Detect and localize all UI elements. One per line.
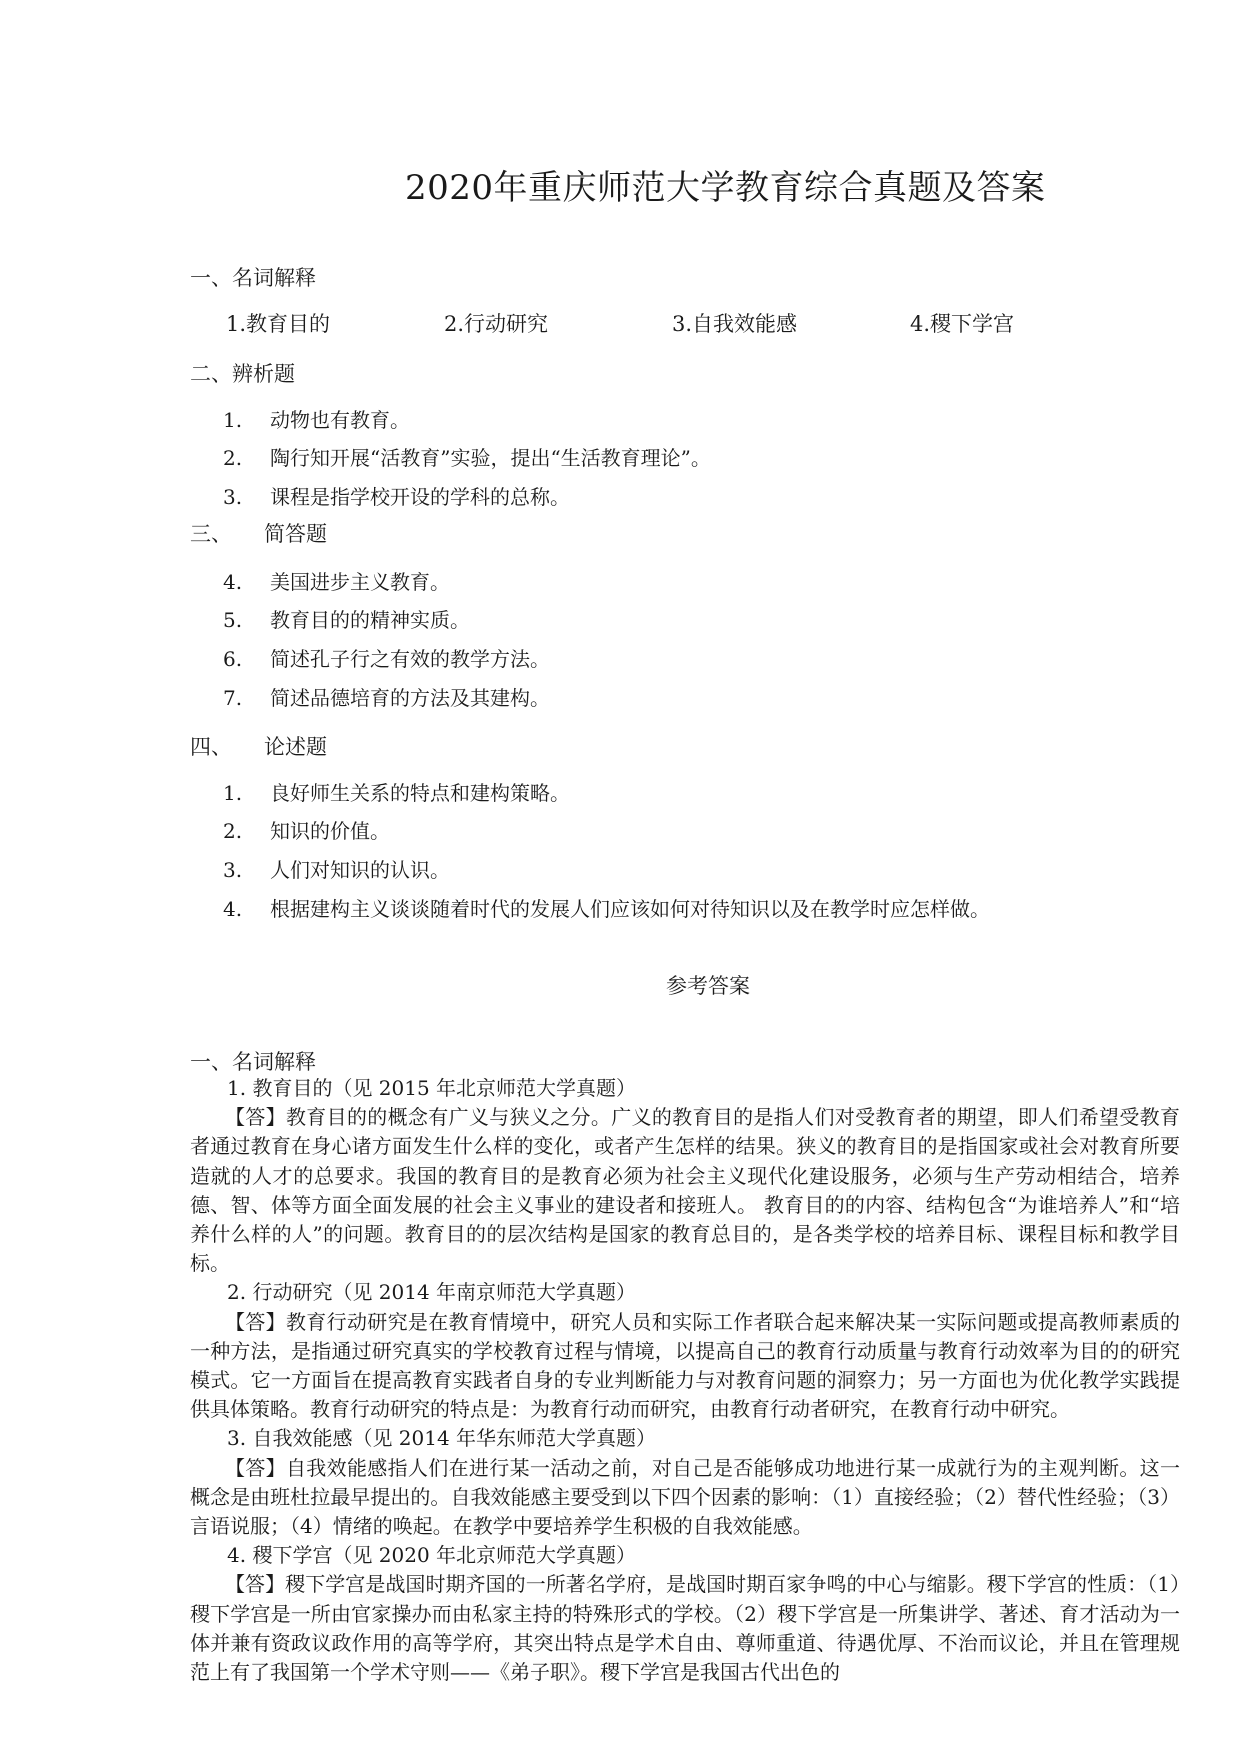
answers-title: 参考答案: [666, 974, 750, 998]
question-item: 3. 课程是指学校开设的学科的总称。: [223, 485, 570, 509]
question-item: 6. 简述孔子行之有效的教学方法。: [223, 647, 550, 671]
section-heading-analysis: 二、辨析题: [190, 362, 295, 386]
question-item: 4. 美国进步主义教育。: [223, 570, 450, 594]
question-item: 2. 陶行知开展“活教育”实验，提出“生活教育理论”。: [223, 446, 711, 470]
question-item: 3. 人们对知识的认识。: [223, 858, 450, 882]
term-item: 4.稷下学宫: [910, 312, 1015, 336]
answer-body: 【答】教育行动研究是在教育情境中，研究人员和实际工作者联合起来解决某一实际问题或提高教师素质的一种方法，是指通过研究真实的学校教育过程与情境，以提高自己的教育行动质量与教育行动效率为目的的研究模式。它一方面旨在提高教育实践者自身的专业判断能力与对教育问题的洞察力；另一方面也为优化教学实践提供具体策略。教育行动研究的特点是：为教育行动而研究，由教育行动者研究，在教育行动中研究。: [190, 1309, 1180, 1422]
answer-heading: 2. 行动研究（见 2014 年南京师范大学真题）: [227, 1280, 637, 1305]
answer-body: 【答】稷下学宫是战国时期齐国的一所著名学府，是战国时期百家争鸣的中心与缩影。稷下学宫的性质：（1）稷下学宫是一所由官家操办而由私家主持的特殊形式的学校。（2）稷下学宫是一所集讲学、著述、育才活动为一体并兼有资政议政作用的高等学府，其突出特点是学术自由、尊师重道、待遇优厚、不治而议论，并且在管理规范上有了我国第一个学术守则——《弟子职》。稷下学宫是我国古代出色的: [190, 1572, 1180, 1685]
section-heading-terms: 一、名词解释: [190, 266, 316, 290]
answer-heading: 4. 稷下学宫（见 2020 年北京师范大学真题）: [227, 1543, 637, 1568]
question-item: 4. 根据建构主义谈谈随着时代的发展人们应该如何对待知识以及在教学时应怎样做。: [223, 897, 990, 921]
question-item: 1. 良好师生关系的特点和建构策略。: [223, 781, 570, 805]
answer-body: 【答】自我效能感指人们在进行某一活动之前，对自己是否能够成功地进行某一成就行为的主观判断。这一概念是由班杜拉最早提出的。自我效能感主要受到以下四个因素的影响：（1）直接经验；（2）替代性经验；（3）言语说服；（4）情绪的唤起。在教学中要培养学生积极的自我效能感。: [190, 1455, 1180, 1539]
term-item: 2.行动研究: [444, 312, 549, 336]
page-title: 2020年重庆师范大学教育综合真题及答案: [405, 168, 1046, 208]
term-item: 3.自我效能感: [672, 312, 798, 336]
answer-heading: 3. 自我效能感（见 2014 年华东师范大学真题）: [227, 1426, 657, 1451]
section-heading-essay: 四、 论述题: [190, 735, 327, 759]
answer-list: [190, 1074, 1180, 1687]
question-item: 2. 知识的价值。: [223, 819, 390, 843]
question-item: 5. 教育目的的精神实质。: [223, 608, 470, 632]
term-item: 1.教育目的: [226, 312, 331, 336]
answers-section-heading: 一、名词解释: [190, 1050, 316, 1074]
answer-body: 【答】教育目的的概念有广义与狭义之分。广义的教育目的是指人们对受教育者的期望，即人们希望受教育者通过教育在身心诸方面发生什么样的变化，或者产生怎样的结果。狭义的教育目的是指国家或社会对教育所要造就的人才的总要求。我国的教育目的是教育必须为社会主义现代化建设服务，必须与生产劳动相结合，培养德、智、体等方面全面发展的社会主义事业的建设者和接班人。 教育目的的内容、结构包含“为谁培养人”和“培养什么样的人”的问题。教育目的的层次结构是国家的教育总目的，是各类学校的培养目标、课程目标和教学目标。: [190, 1105, 1180, 1276]
section-heading-short-answer: 三、 简答题: [190, 522, 327, 546]
question-item: 1. 动物也有教育。: [223, 408, 410, 432]
answer-heading: 1. 教育目的（见 2015 年北京师范大学真题）: [227, 1076, 637, 1100]
question-item: 7. 简述品德培育的方法及其建构。: [223, 686, 550, 710]
